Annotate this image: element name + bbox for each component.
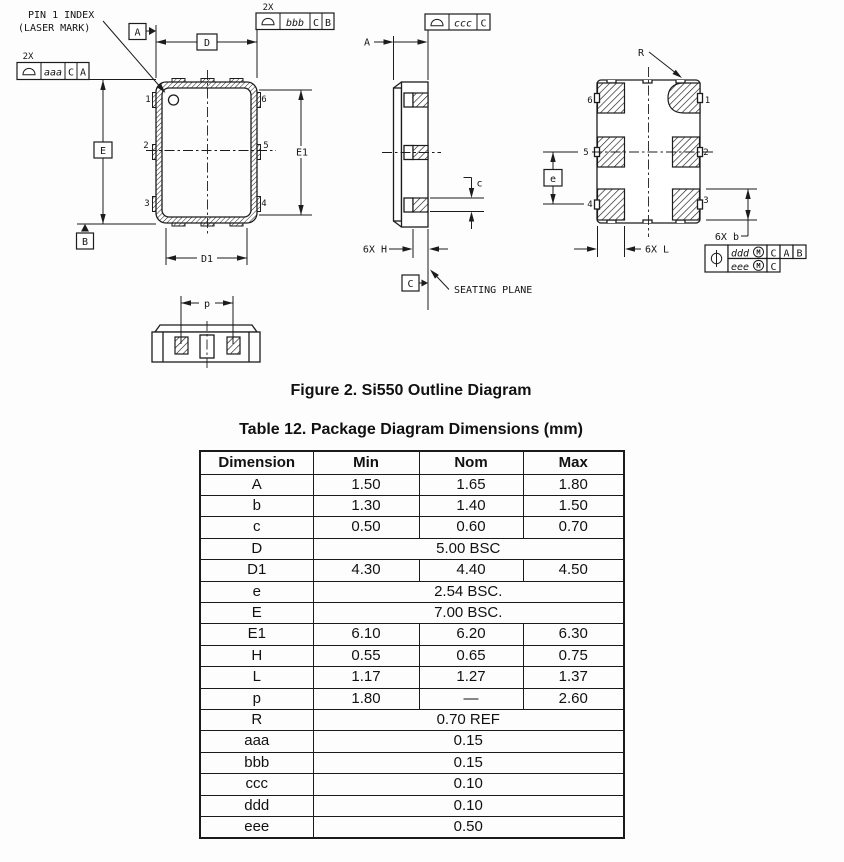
fcf-datum-ref: B [324,17,332,29]
dim-cell: E [200,602,313,623]
dim-A-side [364,30,428,80]
min-cell: 0.55 [313,645,419,666]
dim-label-E1: E1 [295,147,309,159]
pin-number: 2 [703,148,709,158]
dim-label-D: D [203,38,211,49]
chamfer [394,221,402,227]
castellation-notch [698,200,703,209]
table-row [200,560,624,581]
table-title: Table 12. Package Diagram Dimensions (mm) [239,421,583,438]
min-cell: 6.10 [313,624,419,645]
arrowhead [223,300,233,305]
bottom-view [583,67,714,237]
table-row [200,774,624,795]
dim-cell: p [200,688,313,709]
datum-A [129,24,156,40]
span-cell: 0.15 [313,752,624,773]
castellation [404,198,413,212]
table-header-row [200,451,624,474]
max-cell: 4.50 [523,560,624,581]
castellation [404,93,413,107]
qty-label: 2X [22,52,34,62]
pin-number: 2 [143,141,149,151]
table-row [200,538,624,559]
arrowhead [418,39,428,44]
fcf-tolerance: ccc [453,18,473,30]
dim-label-b: 6X b [714,232,739,243]
datum-label-B: B [81,237,89,248]
pin-number: 6 [587,96,593,106]
pin-number: 1 [145,95,151,105]
fcf-aaa [17,52,156,80]
dim-label-D1: D1 [200,254,214,265]
min-cell: 1.80 [313,688,419,709]
dim-D1 [166,228,247,265]
min-cell: 4.30 [313,560,419,581]
span-cell: 0.15 [313,731,624,752]
dim-label-R: R [637,48,645,59]
fcf-datum-ref: A [783,248,790,260]
arrowhead [745,189,750,199]
max-cell: 2.60 [523,688,624,709]
castellation-notch [698,94,703,103]
arrowhead [587,246,597,251]
dim-label-E: E [99,146,107,157]
fcf-tolerance: aaa [43,67,63,79]
dim-cell: eee [200,817,313,839]
fcf-datum-ref: C [770,261,777,273]
table-row [200,581,624,602]
side-view [382,82,441,227]
datum-triangle [422,280,429,287]
arrowhead [403,246,413,251]
table-row [200,602,624,623]
arrowhead [550,152,555,162]
max-cell: 0.70 [523,517,624,538]
arrowhead [745,210,750,220]
arrowhead [298,90,303,100]
nom-cell: 0.60 [419,517,523,538]
arrowhead [625,246,635,251]
fcf-ccc [425,14,490,30]
fcf-datum-ref: A [79,67,87,79]
dim-cell: aaa [200,731,313,752]
max-cell: 0.75 [523,645,624,666]
table-row [200,688,624,709]
min-cell: 1.17 [313,667,419,688]
dim-R [638,48,684,80]
arrowhead [166,255,176,260]
pin1-note-text: (LASER MARK) [18,23,91,34]
pin1-index-mark [169,95,179,105]
pin-number: 3 [703,196,709,206]
span-cell: 5.00 BSC [313,538,624,559]
fcf-datum-ref: C [770,248,777,260]
pad [413,198,428,212]
package-inner-outline [162,88,251,217]
dim-label-c: c [476,178,483,190]
arrowhead [237,255,247,260]
arrowhead [100,214,105,224]
nom-cell: 4.40 [419,560,523,581]
mmc-modifier-letter: M [756,248,761,257]
dim-cell: b [200,495,313,516]
dim-D [156,25,257,78]
fcf-tolerance: bbb [285,17,305,29]
dim-label-H: 6X H [362,244,387,256]
arrowhead [469,188,474,198]
pin-number: 5 [263,141,269,151]
fcf-bbb [256,3,334,30]
table-row [200,517,624,538]
nom-cell: 1.65 [419,474,523,495]
dim-L [574,226,669,257]
dim-H [363,229,448,258]
datum-label-C: C [407,279,414,290]
fcf-datum-ref: B [796,248,803,260]
dimensions-table [199,450,625,839]
table-row [200,752,624,773]
seating-plane [402,229,532,310]
col-header: Dimension [200,451,313,474]
dim-b [706,189,757,243]
arrowhead [469,212,474,222]
table-row [200,731,624,752]
dim-e [543,152,584,204]
pin1-note [18,10,168,95]
pad-1 [668,83,700,113]
dim-cell: c [200,517,313,538]
arrowhead [298,205,303,215]
castellation-notch [595,94,600,103]
arrowhead [247,39,257,44]
fcf-datum-ref: C [312,17,320,29]
datum-triangle [149,27,156,35]
max-cell: 1.37 [523,667,624,688]
table-row [200,474,624,495]
figure-caption: Figure 2. Si550 Outline Diagram [290,382,532,399]
dim-cell: L [200,667,313,688]
table-row [200,495,624,516]
dim-cell: D1 [200,560,313,581]
dim-label-L: 6X L [645,244,670,256]
arrowhead [156,39,166,44]
table-row [200,817,624,839]
dim-cell: E1 [200,624,313,645]
outline-diagram [0,0,844,372]
max-cell: 1.50 [523,495,624,516]
dim-label-p: p [203,299,211,310]
pad-6 [598,83,625,113]
col-header: Nom [419,451,523,474]
qty-label: 2X [262,3,274,13]
datum-B [77,224,94,249]
span-cell: 2.54 BSC. [313,581,624,602]
dim-label-A: A [363,37,370,49]
table-row [200,624,624,645]
nom-cell: 0.65 [419,645,523,666]
span-cell: 0.70 REF [313,709,624,730]
min-cell: 1.30 [313,495,419,516]
arrowhead [384,39,394,44]
top-view [143,70,276,236]
datum-label-A: A [134,27,141,39]
arrowhead [100,80,105,90]
nom-cell: 1.27 [419,667,523,688]
fcf-datum-ref: C [67,67,75,79]
nom-cell: 1.40 [419,495,523,516]
pin-number: 3 [144,199,150,209]
max-cell: 1.80 [523,474,624,495]
datum-triangle [81,224,89,232]
fcf-tolerance: ddd [731,248,750,260]
arrowhead [550,194,555,204]
dim-cell: H [200,645,313,666]
dim-c [430,178,484,230]
table-row [200,795,624,816]
pin-number: 5 [583,148,589,158]
dim-cell: R [200,709,313,730]
fcf-datum-ref: C [480,18,487,30]
span-cell: 0.10 [313,774,624,795]
dim-cell: A [200,474,313,495]
nom-cell: — [419,688,523,709]
pad-4 [598,189,625,220]
col-header: Max [523,451,624,474]
min-cell: 0.50 [313,517,419,538]
fcf-tolerance: eee [731,261,750,273]
mmc-modifier-letter: M [756,262,761,271]
max-cell: 6.30 [523,624,624,645]
edge-notch [643,80,652,83]
nom-cell: 6.20 [419,624,523,645]
castellation-notch [595,200,600,209]
table-row [200,645,624,666]
min-cell: 1.50 [313,474,419,495]
dim-E1 [259,90,312,215]
dim-cell: ddd [200,795,313,816]
dim-cell: e [200,581,313,602]
pin-number: 1 [704,96,711,106]
pin-number: 4 [261,199,267,209]
seating-plane-label: SEATING PLANE [454,285,533,296]
fcf-position [705,245,806,273]
pin-number: 6 [261,95,267,105]
pad-3 [673,189,700,220]
span-cell: 0.10 [313,795,624,816]
edge-notch [643,220,652,223]
arrowhead [181,300,191,305]
dim-cell: bbb [200,752,313,773]
pin1-note-text: PIN 1 INDEX [28,10,95,21]
dim-label-e: e [549,174,557,185]
pin-number: 4 [587,200,593,210]
span-cell: 7.00 BSC. [313,602,624,623]
pad [413,93,428,107]
package-lid [394,88,402,221]
col-header: Min [313,451,419,474]
end-view [152,321,260,369]
table-row [200,709,624,730]
dim-cell: ccc [200,774,313,795]
span-cell: 0.50 [313,817,624,839]
package-lid [155,325,257,332]
table-row [200,667,624,688]
arrowhead [429,246,439,251]
chamfer [394,82,402,88]
dim-cell: D [200,538,313,559]
